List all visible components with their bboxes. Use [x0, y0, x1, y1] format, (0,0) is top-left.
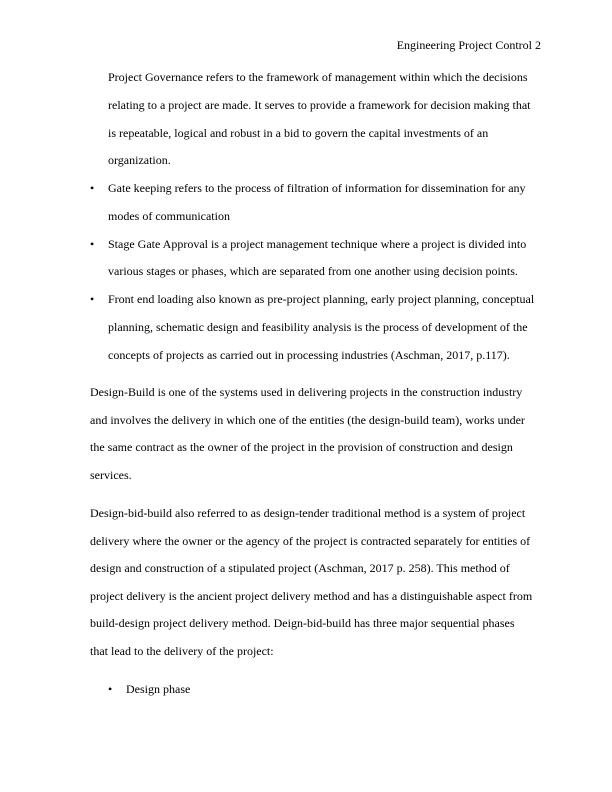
list-item — [90, 175, 540, 231]
phase-item-text: Design phase — [126, 682, 191, 696]
phase-list-item — [108, 676, 190, 704]
list-item-text: Front end loading also known as pre-project planning, early project planning, conceptual planning, schematic design and feasibility analysis is the process of development of the concepts of projects as carried out in processing industries (Aschman, 2017, p.117). — [108, 292, 535, 362]
bullet-icon: • — [90, 181, 95, 195]
list-item — [90, 231, 540, 287]
bullet-icon: • — [90, 236, 95, 251]
bullet-icon: • — [108, 682, 113, 696]
list-item — [90, 286, 540, 369]
list-item-text: Stage Gate Approval is a project management technique where a project is divided into various stages or phases, which are separated from one another using decision points. — [108, 236, 527, 279]
definitions-list — [90, 175, 540, 370]
list-item-text: Gate keeping refers to the process of filtration of information for dissemination for any modes of communication — [108, 181, 526, 223]
bullet-icon: • — [90, 292, 95, 307]
design-bid-build-paragraph: Design-bid-build also referred to as design-tender traditional method is a system of project delivery where the owner or the agency of the project is contracted separately for entities of design and construction of a stipulated project (Aschman, 2017 p. 258). This method of project delivery is the ancient project delivery method and has a distinguishable aspect from build-design project delivery method. Deign-bid-build has three major sequential phases that lead to the delivery of the project: — [90, 506, 533, 658]
design-build-paragraph: Design-Build is one of the systems used in delivering projects in the construction industry and involves the delivery in which one of the entities (the design-build team), works under the same contract as the owner of the project in the provision of construction and design services. — [90, 385, 525, 482]
continuation-paragraph: Project Governance refers to the framework of management within which the decisions relating to a project are made. It serves to provide a framework for decision making that is repeatable, logical and robust in a bid to govern the capital investments of an organization. — [108, 70, 531, 168]
running-header: Engineering Project Control 2 — [396, 38, 541, 52]
